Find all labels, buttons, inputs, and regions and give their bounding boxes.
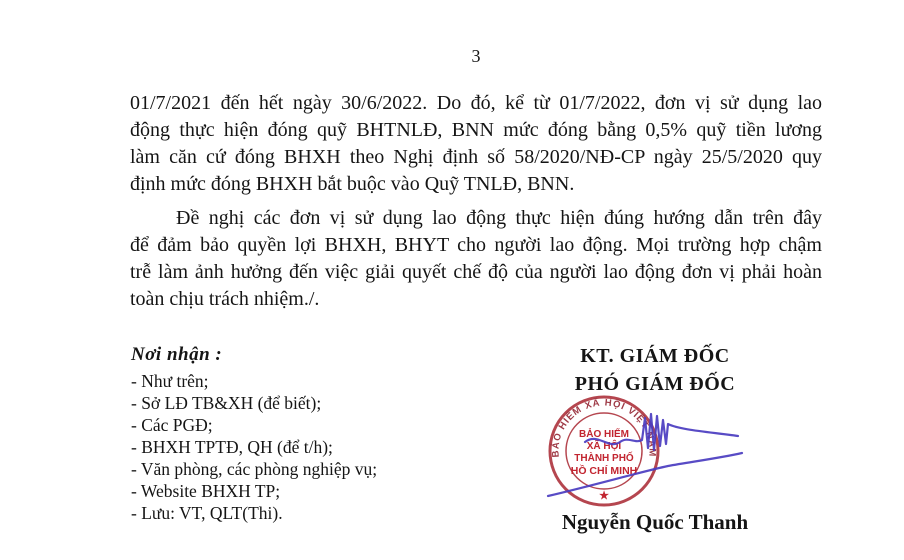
signature-stroke-upper — [585, 414, 738, 450]
body-text-line: trễ làm ảnh hưởng đến việc giải quyết chế độ của người lao động đơn vị phải hoàn — [130, 261, 822, 283]
recipients-block — [131, 344, 461, 524]
recipient-item: - Lưu: VT, QLT(Thi). — [131, 503, 283, 523]
stamp-center-line: HỒ CHÍ MINH — [570, 465, 638, 477]
recipient-item: - Sở LĐ TB&XH (để biết); — [131, 393, 322, 413]
signature-stroke-lower — [548, 453, 742, 496]
stamp-center-line: THÀNH PHỐ — [574, 453, 634, 464]
signer-name: Nguyễn Quốc Thanh — [561, 510, 749, 534]
stamp-center-line: XÃ HỘI — [586, 441, 622, 452]
recipient-item: - BHXH TPTĐ, QH (để t/h); — [131, 437, 333, 457]
signature-titles — [520, 342, 790, 398]
signature-title-position: PHÓ GIÁM ĐỐC — [574, 373, 736, 395]
body-text-line: làm căn cứ đóng BHXH theo Nghị định số 58/2020/NĐ-CP ngày 25/5/2020 quy — [130, 146, 822, 168]
page-number: 3 — [471, 46, 481, 66]
recipients-heading: Nơi nhận : — [131, 344, 223, 365]
body-text-line: để đảm bảo quyền lợi BHXH, BHYT cho người lao động. Mọi trường hợp chậm — [130, 234, 822, 256]
body-text-line: động thực hiện đóng quỹ BHTNLĐ, BNN mức đóng bằng 0,5% quỹ tiền lương — [130, 119, 822, 141]
body-text-line: Đề nghị các đơn vị sử dụng lao động thực hiện đúng hướng dẫn trên đây — [176, 207, 822, 229]
recipient-item: - Website BHXH TP; — [131, 481, 281, 501]
document-body — [130, 90, 822, 313]
paragraph-1 — [130, 90, 822, 198]
handwritten-signature — [540, 400, 760, 510]
stamp-ring-text: BẢO HIỂM XÃ HỘI VIỆT NAM — [550, 397, 658, 458]
paragraph-2 — [130, 205, 822, 313]
stamp-star-icon: ★ — [599, 490, 609, 502]
signature-title-role: KT. GIÁM ĐỐC — [580, 345, 730, 367]
recipient-item: - Các PGĐ; — [131, 415, 213, 435]
body-text-line: 01/7/2021 đến hết ngày 30/6/2022. Do đó, kể từ 01/7/2022, đơn vị sử dụng lao — [130, 92, 822, 114]
stamp-center-line: BẢO HIỂM — [579, 429, 629, 440]
recipient-item: - Văn phòng, các phòng nghiệp vụ; — [131, 459, 378, 479]
body-text-line: định mức đóng BHXH bắt buộc vào Quỹ TNLĐ, BNN. — [130, 173, 575, 195]
recipient-item: - Như trên; — [131, 371, 209, 391]
body-text-line: toàn chịu trách nhiệm./. — [130, 288, 320, 310]
